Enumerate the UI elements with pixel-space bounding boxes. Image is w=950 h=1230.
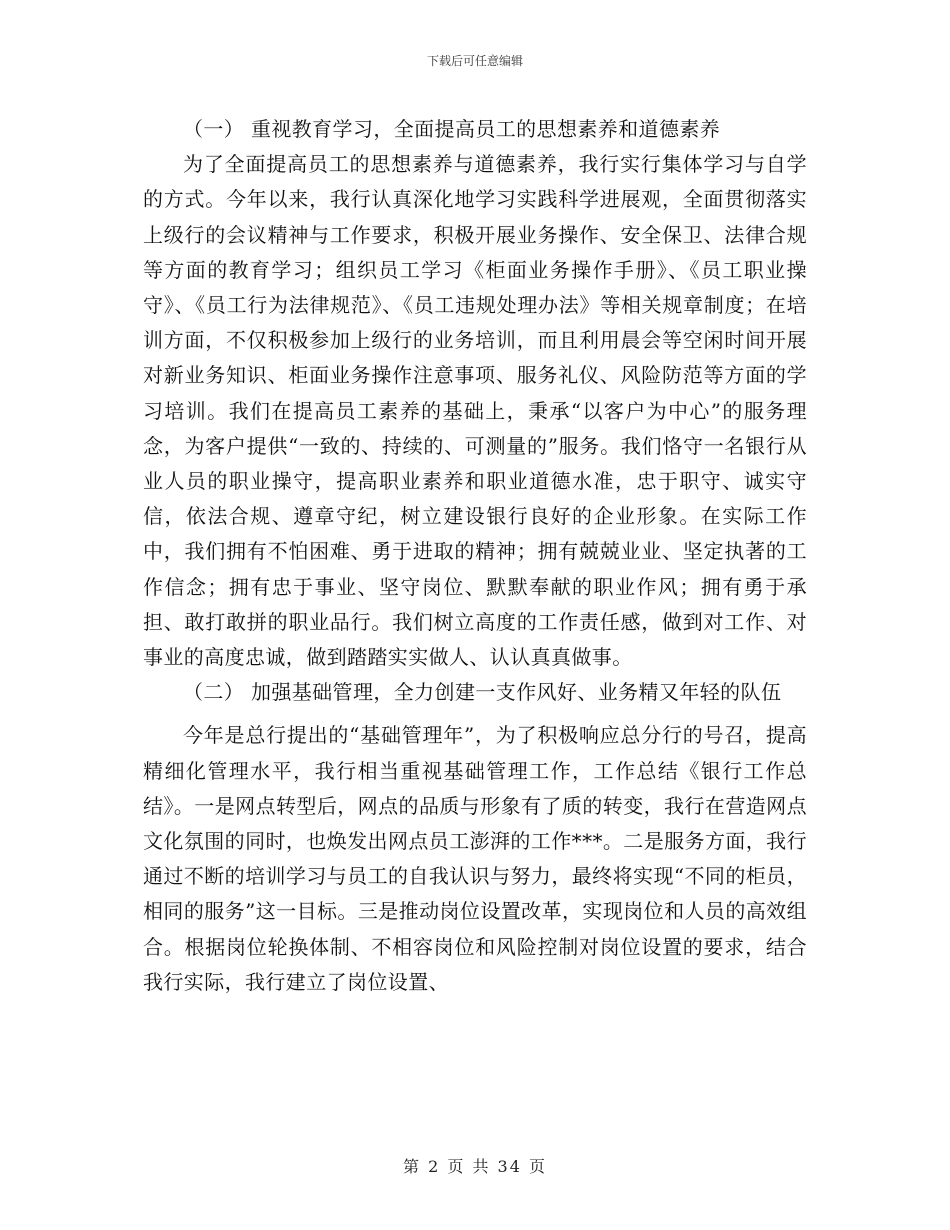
- section-heading-1: （一） 重视教育学习，全面提高员工的思想素养和道德素养: [183, 117, 721, 141]
- paragraph-spacer: [143, 710, 807, 718]
- page-footer: 第 2 页 共 34 页: [403, 1157, 547, 1176]
- section-heading-2: （二） 加强基础管理，全力创建一支作风好、业务精又年轻的队伍: [183, 680, 782, 705]
- document-body: [143, 112, 807, 1000]
- section-paragraph-1: 为了全面提高员工的思想素养与道德素养，我行实行集体学习与自学的方式。今年以来，我行认真深化地学习实践科学进展观，全面贯彻落实上级行的会议精神与工作要求，积极开展业务操作、安全保卫、法律合规等方面的教育学习；组织员工学习《柜面业务操作手册》、《员工职业操守》、《员工行为法律规范》、《员工违规处理办法》等相关规章制度；在培训方面，不仅积极参加上级行的业务培训，而且利用晨会等空闲时间开展对新业务知识、柜面业务操作注意事项、服务礼仪、风险防范等方面的学习培训。我们在提高员工素养的基础上，秉承“以客户为中心”的服务理念，为客户提供“一致的、持续的、可测量的”服务。我们恪守一名银行从业人员的职业操守，提高职业素养和职业道德水准，忠于职守、诚实守信，依法合规、遵章守纪，树立建设银行良好的企业形象。在实际工作中，我们拥有不怕困难、勇于进取的精神；拥有兢兢业业、坚定执著的工作信念；拥有忠于事业、坚守岗位、默默奉献的职业作风；拥有勇于承担、敢打敢拼的职业品行。我们树立高度的工作责任感，做到对工作、对事业的高度忠诚，做到踏踏实实做人、认认真真做事。: [143, 152, 807, 670]
- page-header: 下载后可任意编辑: [426, 54, 523, 68]
- section-paragraph-2: 今年是总行提出的“基础管理年”，为了积极响应总分行的号召，提高精细化管理水平，我行相当重视基础管理工作，工作总结《银行工作总结》。一是网点转型后，网点的品质与形象有了质的转变，我行在营造网点文化氛围的同时，也焕发出网点员工澎湃的工作***。二是服务方面，我行通过不断的培训学习与员工的自我认识与努力，最终将实现“不同的柜员，相同的服务”这一目标。三是推动岗位设置改革，实现岗位和人员的高效组合。根据岗位轮换体制、不相容岗位和风险控制对岗位设置的要求，结合我行实际，我行建立了岗位设置、: [143, 723, 807, 994]
